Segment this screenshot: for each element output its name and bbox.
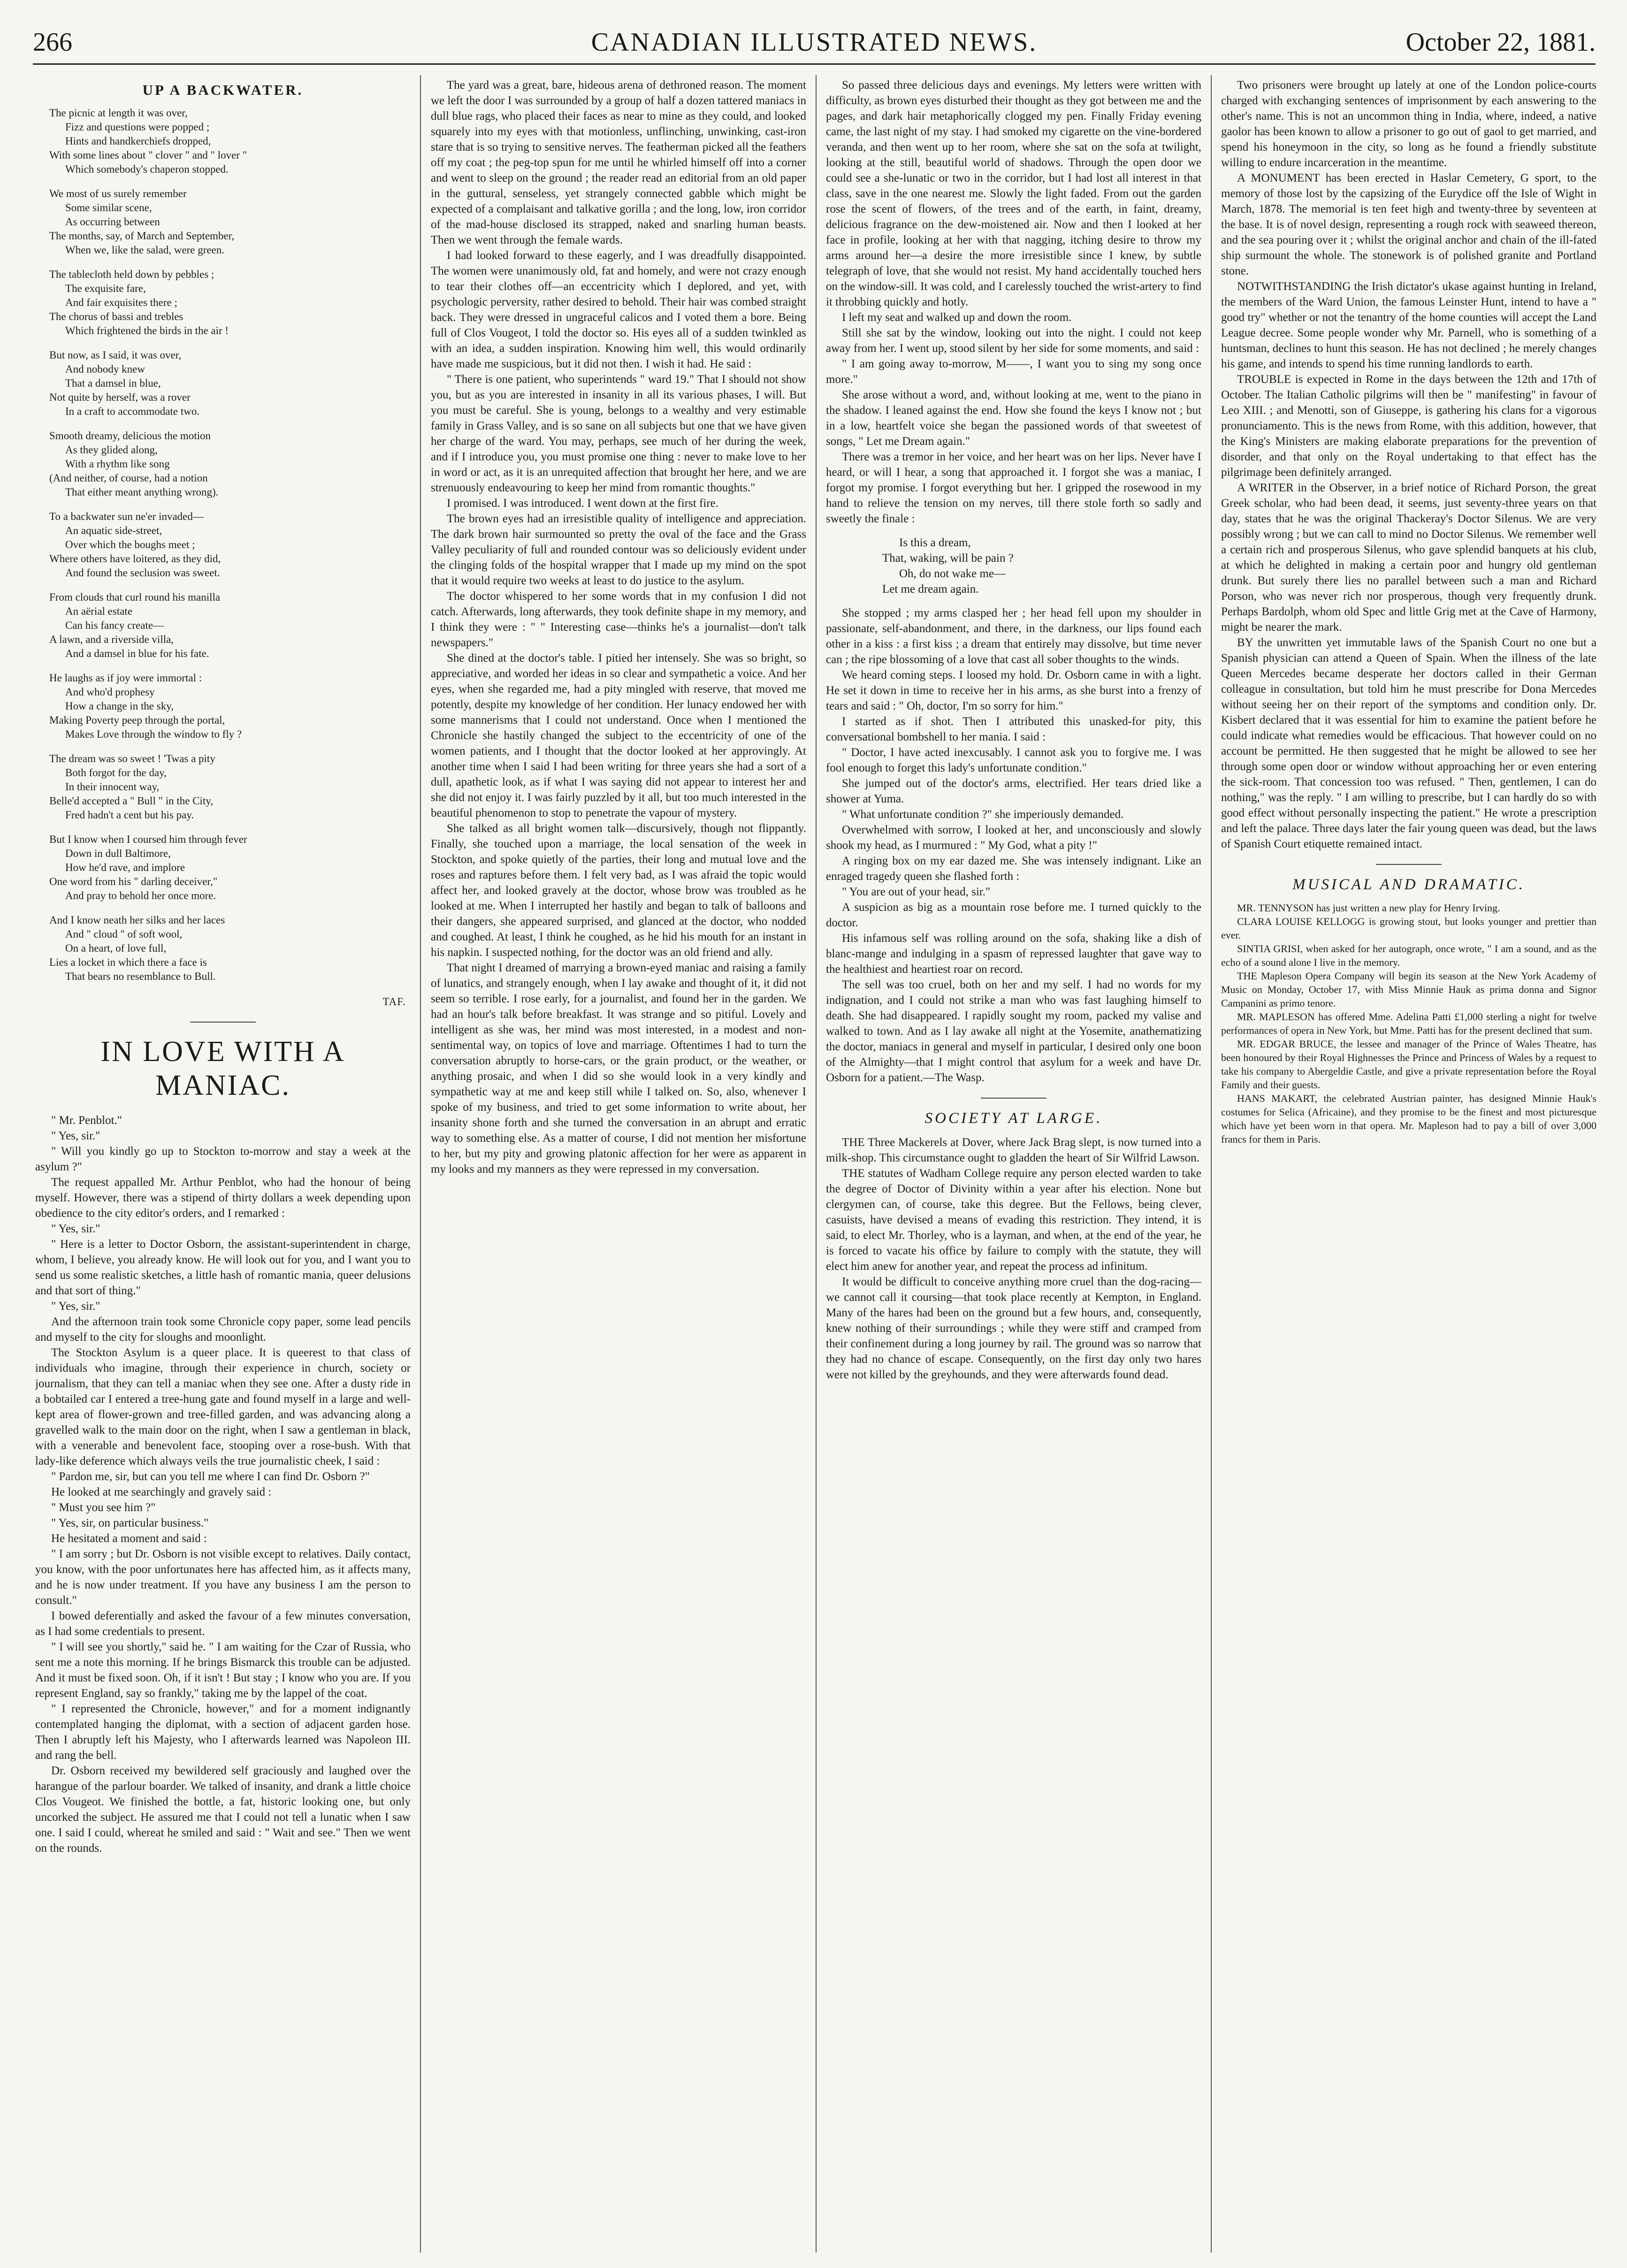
poem-line: And I know neath her silks and her laces — [49, 914, 225, 926]
poem-line: One word from his " darling deceiver," — [49, 876, 218, 887]
verse-line: Let me dream again. — [882, 583, 979, 596]
poem-line: An aërial estate — [65, 605, 133, 617]
paragraph: THE Mapleson Opera Company will begin its season at the New York Academy of Music on Monday, October 17, with Miss Minnie Hauk as prima donna and Signor Campanini as primo tenore. — [1221, 970, 1596, 1009]
poem-stanza — [49, 590, 411, 661]
poem-line: Makes Love through the window to fly ? — [65, 728, 242, 740]
paragraph: " There is one patient, who superintends " ward 19." That I should not show you, but as you are interested in insanity in all its various phases, I will. But you must be careful. She is young, belongs to a wealthy and very estimable family in Grass Valley, and is so sane on all subjects but one that we have given her charge of the ward. You may, perhaps, see much of her during the week, and if I introduce you, you must promise one thing : never to make love to her in word or act, as it is an unrequited affection that brought her here, and we are strenuously endeavouring to keep her mind from romantic thoughts." — [431, 373, 806, 494]
paragraph: Still she sat by the window, looking out into the night. I could not keep away from her. I went up, stood silent by her side for some moments, and said : — [826, 327, 1201, 355]
paragraph: I started as if shot. Then I attributed this unasked-for pity, this conversational bombshell to her mania. I said : — [826, 715, 1201, 743]
paragraph: " I am sorry ; but Dr. Osborn is not visible except to relatives. Daily contact, you know, with the poor unfortunates here has affected him, as it affects many, and he is now under treatment. If you have any business I am the person to consult." — [35, 1548, 411, 1607]
paragraph: The yard was a great, bare, hideous arena of dethroned reason. The moment we left the door I was surrounded by a group of half a dozen tattered maniacs in dull blue rags, who placed their faces as near to mine as they could, and looked squarely into my eyes with that motionless, unflinching, unwinking, cast-iron stare that is so trying to sensitive nerves. The featherman picked all the feathers off my coat ; the peg-top spun for me until he whirled himself off into a corner and went to sleep on the ground ; the reader read an editorial from an old paper in the guttural, senseless, yet strangely connected gabble which might be expected of a complaisant and talkative gorilla ; and the long, low, iron corridor of the mad-house disclosed its strapped, naked and snarling human beasts. Then we went through the female wards. — [431, 79, 806, 246]
song-verse — [882, 535, 1201, 597]
section-rule — [981, 1098, 1046, 1099]
poem-stanza — [49, 752, 411, 822]
paragraph: " Doctor, I have acted inexcusably. I cannot ask you to forgive me. I was fool enough to forget this lady's unfortunate condition." — [826, 746, 1201, 774]
poem-signature: TAF. — [382, 996, 406, 1008]
poem-line: We most of us surely remember — [49, 188, 187, 199]
poem-line: And who'd prophesy — [65, 686, 155, 698]
paragraph: THE Three Mackerels at Dover, where Jack Brag slept, is now turned into a milk-shop. This circumstance ought to gladden the heart of Sir Wilfrid Lawson. — [826, 1136, 1201, 1164]
paragraph: Two prisoners were brought up lately at one of the London police-courts charged with exchanging sentences of imprisonment by each answering to the other's name. This is not an uncommon thing in India, where, indeed, a native gaolor has been known to allow a prisoner to go out of gaol to get married, and spend his honeymoon in the city, so long as he found a friendly substitute willing to endure incarceration in the meantime. — [1221, 79, 1596, 169]
poem-line: And pray to behold her once more. — [65, 890, 216, 901]
poem-line: Hints and handkerchiefs dropped, — [65, 135, 211, 147]
paragraph: " Pardon me, sir, but can you tell me where I can find Dr. Osborn ?" — [51, 1470, 370, 1483]
poem-line: Some similar scene, — [65, 202, 152, 214]
column-4 — [1221, 77, 1596, 2245]
paragraph: A MONUMENT has been erected in Haslar Cemetery, G sport, to the memory of those lost by the capsizing of the Eurydice off the Isle of Wight in March, 1878. The memorial is ten feet high and twenty-three by seventeen at the base. It is of novel design, representing a rough rock with seaweed thereon, and the sea pouring over it ; whilst the original anchor and chain of the ill-fated ship surmount the whole. The stonework is of polished granite and Portland stone. — [1221, 172, 1596, 277]
column-3 — [826, 77, 1201, 2245]
paragraph: " I represented the Chronicle, however," and for a moment indignantly contemplated hanging the diplomat, with a section of adjacent garden hose. Then I abruptly left his Majesty, who I afterwards learned was Napoleon III. and rang the bell. — [35, 1703, 411, 1762]
poem-stanza — [49, 832, 411, 903]
poem-line: An aquatic side-street, — [65, 525, 162, 536]
page-number: 266 — [33, 28, 72, 57]
paragraph: The request appalled Mr. Arthur Penblot, who had the honour of being myself. However, there was a stipend of thirty dollars a week depending upon obedience to the city editor's orders, and I remarked : — [35, 1176, 411, 1220]
poem-line: But I know when I coursed him through fever — [49, 833, 247, 845]
poem-line: How he'd rave, and implore — [65, 862, 185, 873]
poem-line: That bears no resemblance to Bull. — [65, 970, 216, 982]
poem-stanza — [49, 348, 411, 419]
poem-line: With a rhythm like song — [65, 458, 170, 470]
paragraph: " What unfortunate condition ?" she imperiously demanded. — [842, 808, 1124, 821]
paragraph: TROUBLE is expected in Rome in the days between the 12th and 17th of October. The Italian Catholic pilgrims will then be " manifesting" in favour of Leo XIII. ; and Menotti, son of Giuseppe, is gathering his clans for a vigorous pronunciamento. This is the news from Rome, with this addition, however, that the King's Ministers are making elaborate preparations for the prevention of disorder, and that only on the Royal undertaking to that effect has the pilgrimage been definitely arranged. — [1221, 373, 1596, 479]
paragraph: " Yes, sir." — [51, 1222, 100, 1235]
masthead: CANADIAN ILLUSTRATED NEWS. — [591, 28, 1038, 57]
paragraph: I left my seat and walked up and down the room. — [842, 311, 1072, 324]
paragraph: SINTIA GRISI, when asked for her autograph, once wrote, " I am a sound, and as the echo of a sound alone I live in the memory. — [1221, 943, 1596, 968]
poem-line: The dream was so sweet ! 'Twas a pity — [49, 753, 215, 764]
running-head — [33, 19, 1596, 66]
poem-line: He laughs as if joy were immortal : — [49, 672, 202, 684]
paragraph: That night I dreamed of marrying a brown-eyed maniac and raising a family of lunatics, and strangely enough, when I lay awake and thought of it, it did not seem so terrible. I rose early, for a journalist, and found her in the garden. We had an hour's talk before breakfast. It was strange and so pitiful. Lovely and intelligent as she was, her mind was most interested, in a modest and non-sentimental way, on topics of love and marriage. Oftentimes I had to turn the conversation abruptly to horse-cars, or the grain product, or the weather, or anything prosaic, and when I did so she would look in a very kindly and sympathetic way at me and keep still while I talked on. So, also, whenever I spoke of my business, and tried to get some information to write about, her insanity shone forth and she turned the conversation in an abrupt and erratic way to something else. As a matter of course, I did not mention her misfortune to her, but my pity and growing platonic affection for her were as apparent in my looks and my manners as they were repressed in my conversation. — [431, 962, 806, 1176]
paragraph: The doctor whispered to her some words that in my confusion I did not catch. Afterwards, long afterwards, they took definite shape in my memory, and I think they were : " " Interesting case—thinks he's a journalist—don't talk newspapers." — [431, 590, 806, 649]
paragraph: Dr. Osborn received my bewildered self graciously and laughed over the harangue of the parlour boarder. We talked of insanity, and drank a little choice Clos Vougeot. We finished the bottle, a fat, historic looking one, but only uncorked the subject. He assured me that I could not tell a lunatic when I saw one. I said I could, whereat he smiled and said : " Wait and see." Then we went on the rounds. — [35, 1764, 411, 1855]
poem-line: The tablecloth held down by pebbles ; — [49, 268, 214, 280]
paragraph: We heard coming steps. I loosed my hold. Dr. Osborn came in with a light. He set it down in time to receive her in his arms, as she burst into a frenzy of tears and said : " Oh, doctor, I'm so sorry for him." — [826, 669, 1201, 712]
poem-stanza — [49, 671, 411, 741]
paragraph: I promised. I was introduced. I went down at the first fire. — [447, 497, 719, 510]
paragraph: She jumped out of the doctor's arms, electrified. Her tears dried like a shower at Yuma. — [826, 777, 1201, 805]
poem-line: That a damsel in blue, — [65, 377, 161, 389]
column-divider — [420, 75, 421, 2253]
poem-line: Over which the boughs meet ; — [65, 539, 195, 550]
paragraph: A WRITER in the Observer, in a brief notice of Richard Porson, the great Greek scholar, who had been dead, it seems, just seventy-three years on that day, states that he was the original Thackeray's Doctor Silenus. We are very possibly wrong ; but we can call to mind no Doctor Silenus. We remember well a certain rich and prosperous Silenus, who gave splendid banquets at his club, at which he delighted in making a certain poor and hungry old gentleman drunk. But surely there lies no parallel between such a man and Richard Porson, who was never rich nor prosperous, though very frequently drunk. Perhaps Bardolph, whom old Spec and little Grig met at the Cave of Harmony, might be nearer the mark. — [1221, 481, 1596, 634]
backwater-title: UP A BACKWATER. — [142, 82, 304, 98]
paragraph: " Will you kindly go up to Stockton to-morrow and stay a week at the asylum ?" — [35, 1145, 411, 1173]
paragraph: A suspicion as big as a mountain rose before me. I turned quickly to the doctor. — [826, 901, 1201, 929]
poem-line: Down in dull Baltimore, — [65, 848, 171, 859]
poem-line: And " cloud " of soft wool, — [65, 928, 183, 940]
poem-line: And fair exquisites there ; — [65, 297, 177, 308]
paragraph: And the afternoon train took some Chronicle copy paper, some lead pencils and myself to the city for sloughs and moonlight. — [35, 1315, 411, 1344]
poem-line: Making Poverty peep through the portal, — [49, 714, 225, 726]
issue-date: October 22, 1881. — [1405, 28, 1596, 57]
paragraph: She arose without a word, and, without looking at me, went to the piano in the shadow. I leaned against the end. How she found the keys I know not ; but in a low, heartfelt voice she began the passioned words of that sweetest of songs, " Let me Dream again." — [826, 389, 1201, 448]
poem-line: To a backwater sun ne'er invaded— — [49, 511, 204, 522]
poem-line: Not quite by herself, was a rover — [49, 391, 191, 403]
paragraph: She stopped ; my arms clasped her ; her head fell upon my shoulder in passionate, self-abandonment, and there, in the darkness, our lips found each other in a kiss : a first kiss ; a dream that entirely may dissolve, but time never can ; the ripe blossoming of a love that cast all sober thoughts to the winds. — [826, 607, 1201, 666]
poem-line: Both forgot for the day, — [65, 767, 167, 779]
poem-line: In a craft to accommodate two. — [65, 405, 200, 417]
paragraph: MR. MAPLESON has offered Mme. Adelina Patti £1,000 sterling a night for twelve performances of opera in New York, but Mme. Patti has for the present declined that sum. — [1221, 1011, 1596, 1036]
paragraph: His infamous self was rolling around on the sofa, shaking like a dish of blanc-mange and indulging in a spasm of repressed laughter that gave way to the healthiest and heartiest roar on record. — [826, 932, 1201, 976]
poem-line: Which somebody's chaperon stopped. — [65, 163, 229, 175]
poem-stanza — [49, 187, 411, 257]
musical-title: MUSICAL AND DRAMATIC. — [1292, 876, 1525, 893]
paragraph: " Mr. Penblot." — [51, 1114, 122, 1127]
column-divider — [816, 75, 817, 2253]
maniac-title: IN LOVE WITH A MANIAC. — [100, 1036, 345, 1101]
poem-line: And a damsel in blue for his fate. — [65, 648, 209, 659]
poem-line: How a change in the sky, — [65, 700, 174, 712]
column-2 — [431, 77, 806, 2245]
paragraph: She talked as all bright women talk—discursively, though not flippantly. Finally, she touched upon a marriage, the local sensation of the week in Stockton, and spoke quietly of the parties, their long and mutual love and the roses and raptures before them. I felt very bad, as I was afraid the topic would affect her, and looked gravely at the doctor, whose brow was troubled as he looked at me. When I interrupted her hastily and began to talk of balloons and their dangers, she appeared surprised, and glanced at the doctor, who nodded and coughed. At least, I think he coughed, as he hid his mouth for an instant in his napkin. I suspected nothing, for the doctor was an old friend and ally. — [431, 822, 806, 959]
paragraph: " Here is a letter to Doctor Osborn, the assistant-superintendent in charge, whom, I believe, you already know. He will look out for you, and I want you to send us some realistic sketches, a little hash of romantic mania, queer delusions and that sort of thing." — [35, 1238, 411, 1297]
poem-stanza — [49, 106, 411, 176]
paragraph: Overwhelmed with sorrow, I looked at her, and unconsciously and slowly shook my head, as I murmured : " My God, what a pity !" — [826, 824, 1201, 852]
paragraph: THE statutes of Wadham College require any person elected warden to take the degree of Doctor of Divinity within a year after his election. None but clergymen can, of course, take this degree. But the Fellows, being clever, casuists, have devised a means of evading this restriction. They intend, it is said, to elect Mr. Thorley, who is a layman, and when, at the end of the year, he is forced to vacate his office by failure to comply with the statute, they will elect him anew for another year, and repeat the process ad infinitum. — [826, 1167, 1201, 1273]
paragraph: I had looked forward to these eagerly, and I was dreadfully disappointed. The women were unanimously old, fat and homely, and were not crazy enough to tear their clothes off—an eccentricity which I deplored, and yet, with psychologic perversity, rather desired to behold. Their hair was combed straight back. They were dressed in ungraceful calicos and I voted them a bore. Being full of Clos Vougeot, I told the doctor so. His eyes all of a sudden twinkled as with an idea, a sudden inspiration. Knowing him well, this would ordinarily have made me suspicious, but it did not then. I wish it had. He said : — [431, 249, 806, 370]
poem-line: When we, like the salad, were green. — [65, 244, 225, 256]
poem-line: A lawn, and a riverside villa, — [49, 634, 174, 645]
poem-line: (And neither, of course, had a notion — [49, 472, 208, 484]
poem-line: From clouds that curl round his manilla — [49, 591, 221, 603]
poem-stanza — [49, 429, 411, 499]
paragraph: He hesitated a moment and said : — [51, 1532, 207, 1545]
poem-line: Can his fancy create— — [65, 619, 164, 631]
poem-line: The picnic at length it was over, — [49, 107, 188, 119]
column-divider — [1211, 75, 1212, 2253]
poem-line: And nobody knew — [65, 363, 145, 375]
poem-line: Lies a locket in which there a face is — [49, 956, 207, 968]
paragraph: " Yes, sir, on particular business." — [51, 1517, 209, 1529]
poem-stanza — [49, 510, 411, 580]
society-title: SOCIETY AT LARGE. — [924, 1110, 1103, 1127]
paragraph: HANS MAKART, the celebrated Austrian painter, has designed Minnie Hauk's costumes for Selica (Africaine), and they promise to be the finest and most picturesque which have yet been worn in that opera. Mr. Mapleson had to pay a bill of over 3,000 francs for them in Paris. — [1221, 1092, 1596, 1145]
poem-line: Smooth dreamy, delicious the motion — [49, 430, 211, 442]
paragraph: It would be difficult to conceive anything more cruel than the dog-racing—we cannot call it coursing—that took place recently at Kempton, in England. Many of the hares had been on the ground but a few hours, and, consequently, knew nothing of their surroundings ; while they were stiff and cramped from their confinement during a long journey by rail. The ground was so narrow that they had no chance of escape. Consequently, on the first day only two hares were not killed by the greyhounds, and they were afterwards found dead. — [826, 1275, 1201, 1381]
paragraph: He looked at me searchingly and gravely said : — [51, 1486, 272, 1498]
paragraph: MR. EDGAR BRUCE, the lessee and manager of the Prince of Wales Theatre, has been honoured by their Royal Highnesses the Prince and Princess of Wales by a request to take his company to Abergeldie Castle, and give a private representation before the Royal Family and their guests. — [1221, 1038, 1596, 1091]
poem-line: Which frightened the birds in the air ! — [65, 325, 229, 336]
paragraph: CLARA LOUISE KELLOGG is growing stout, but looks younger and prettier than ever. — [1221, 916, 1596, 941]
poem-line: As they glided along, — [65, 444, 158, 456]
poem-line: But now, as I said, it was over, — [49, 349, 182, 361]
paragraph: " Must you see him ?" — [51, 1501, 156, 1514]
paragraph: NOTWITHSTANDING the Irish dictator's ukase against hunting in Ireland, the members of the Ward Union, the famous Leinster Hunt, intend to have a " good try" whether or not the tenantry of the home counties will accept the Land League decree. Some people wonder why Mr. Parnell, who is something of a huntsman, declines to hunt this season. He has not declined ; he merely changes his game, and intends to spend his time running landlords to earth. — [1221, 280, 1596, 370]
poem-line: On a heart, of love full, — [65, 942, 167, 954]
paragraph: " I will see you shortly," said he. " I am waiting for the Czar of Russia, who sent me a note this morning. If he brings Bismarck this trouble can be adjusted. And it must be fixed soon. Oh, if it isn't ! But stay ; I know who you are. If you represent England, say so frankly," taking me by the lappel of the coat. — [35, 1641, 411, 1700]
paragraph: BY the unwritten yet immutable laws of the Spanish Court no one but a Spanish physician can attend a Queen of Spain. When the illness of the late Queen Mercedes became desperate her doctors called in their German colleague in consultation, but told him he must prescribe for Dona Mercedes without seeing her on their report of the symptoms and condition only. Dr. Kisbert declared that it was essential for him to examine the patient before he could indicate what remedies would be efficacious. That however could on no account be permitted. He then suggested that he might be allowed to see her through some open door or window without approaching her or even entering the sick-room. That concession too was refused. " Then, gentlemen, I can do nothing," was the reply. " I am willing to prescribe, but I can hardly do so with good effect without personally inspecting the patient." He wrote a prescription and left the palace. Three days later the fair young queen was dead, but the laws of Spanish Court etiquette remained intact. — [1221, 636, 1596, 850]
paragraph: MR. TENNYSON has just written a new play for Henry Irving. — [1237, 902, 1500, 914]
poem-line: The exquisite fare, — [65, 283, 146, 294]
paragraph: The sell was too cruel, both on her and my self. I had no words for my indignation, and I could not strike a man who was fast laughing himself to death. She had disappeared. I rapidly sought my room, packed my valise and walked to town. And as I lay awake all night at the Yosemite, anathematizing the doctor, maniacs in general and myself in particular, I desired only one boon of the Almighty—that I might control that asylum for a week and have Dr. Osborn for a patient.—The Wasp. — [826, 978, 1201, 1084]
paragraph: " Yes, sir." — [51, 1300, 100, 1313]
poem-line: That either meant anything wrong). — [65, 486, 219, 498]
verse-line: Is this a dream, — [899, 536, 971, 549]
paragraph: So passed three delicious days and evenings. My letters were written with difficulty, as brown eyes disturbed their thought as they got between me and the pages, and dark hair metaphorically clogged my pen. Finally Friday evening came, the last night of my stay. I had smoked my cigarette on the vine-bordered veranda, and then went up to her room, where she sat on the sofa at twilight, looking at the still, beautiful world of shadows. Through the open door we could see a she-lunatic or two in the corridor, but I had lost all interest in that class, save in the one nearest me. Slowly the light faded. From out the garden rose the scent of flowers, of the trees and of the earth, in faint, dreamy, delicious fragrance on the dew-moistened air. Now and then I looked at her face in profile, looking at her with that nagging, itching desire to throw my arms around her—a desire the more irresistible since I knew, by subtle telegraph of love, that she would not resist. My hand accidentally touched hers on the window-sill. It was cold, and I carelessly touched the wrist-artery to find it throbbing quickly and hotly. — [826, 79, 1201, 308]
backwater-poem — [49, 106, 411, 984]
paragraph: " Yes, sir." — [51, 1130, 100, 1142]
column-1 — [35, 77, 411, 2245]
header-rule — [33, 63, 1596, 65]
paragraph: A ringing box on my ear dazed me. She was intensely indignant. Like an enraged tragedy queen she flashed forth : — [826, 855, 1201, 883]
poem-line: As occurring between — [65, 216, 160, 228]
poem-line: Fizz and questions were popped ; — [65, 121, 210, 133]
poem-line: In their innocent way, — [65, 781, 160, 793]
poem-line: Belle'd accepted a " Bull " in the City, — [49, 795, 214, 807]
poem-line: The months, say, of March and September, — [49, 230, 235, 242]
paragraph: " You are out of your head, sir." — [842, 886, 991, 898]
poem-stanza — [49, 267, 411, 338]
paragraph: She dined at the doctor's table. I pitied her intensely. She was so bright, so appreciative, and worded her ideas in so clear and sympathetic a voice. And her eyes, when she regarded me, had a pity mingled with reserve, that moved me potently, despite my knowledge of her condition. Her lunacy endowed her with some mannerisms that I could not understand. Once when I mentioned the Chronicle she hastily changed the subject to the eccentricity of one of the women patients, and I thought that the doctor looked at her approvingly. At another time when I said I had been writing for three years she had a sort of a dull, apathetic look, as if what I was saying did not appear to interest her and she did not enjoy it. I was fairly puzzled by it all, but too much interested in the beautiful phenomenon to stop to penetrate the vapour of mystery. — [431, 652, 806, 819]
paragraph: " I am going away to-morrow, M——, I want you to sing my song once more." — [826, 358, 1201, 386]
paragraph: The Stockton Asylum is a queer place. It is queerest to that class of individuals who imagine, through their experience in church, society or journalism, that they can tell a maniac when they see one. After a dusty ride in a bobtailed car I entered a tree-hung gate and found myself in a large and well-kept area of flower-grown and tree-filled garden, and was advancing along a gravelled walk to the main door on the right, when I saw a gentleman in black, with a venerable and benevolent face, stooping over a rose-bush. With that lady-like deference which always veils the true journalistic cheek, I said : — [35, 1346, 411, 1467]
poem-line: Where others have loitered, as they did, — [49, 553, 221, 565]
poem-line: And found the seclusion was sweet. — [65, 567, 220, 579]
section-rule — [190, 1022, 256, 1023]
poem-stanza — [49, 913, 411, 984]
verse-line: That, waking, will be pain ? — [882, 552, 1014, 565]
paragraph: I bowed deferentially and asked the favour of a few minutes conversation, as I had some credentials to present. — [35, 1610, 411, 1638]
section-rule — [1376, 864, 1442, 865]
poem-line: With some lines about " clover " and " lover " — [49, 149, 247, 161]
poem-line: The chorus of bassi and trebles — [49, 311, 183, 322]
paragraph: The brown eyes had an irresistible quality of intelligence and appreciation. The dark brown hair surmounted so pretty the oval of the face and the Grass Valley peculiarity of full and rounded contour was so deliciously evident under the clinging folds of the hospital wrapper that I made up my mind on the spot that it would require two weeks at least to do justice to the asylum. — [431, 512, 806, 587]
poem-line: Fred hadn't a cent but his pay. — [65, 809, 194, 821]
paragraph: There was a tremor in her voice, and her heart was on her lips. Never have I heard, or will I hear, a song that approached it. I forgot she was a maniac, I forgot my promise. I forgot everything but her. I gripped the rosewood in my hand to relieve the tension on my nerves, till there stole forth so sadly and sweetly the finale : — [826, 451, 1201, 525]
verse-line: Oh, do not wake me— — [899, 567, 1006, 580]
